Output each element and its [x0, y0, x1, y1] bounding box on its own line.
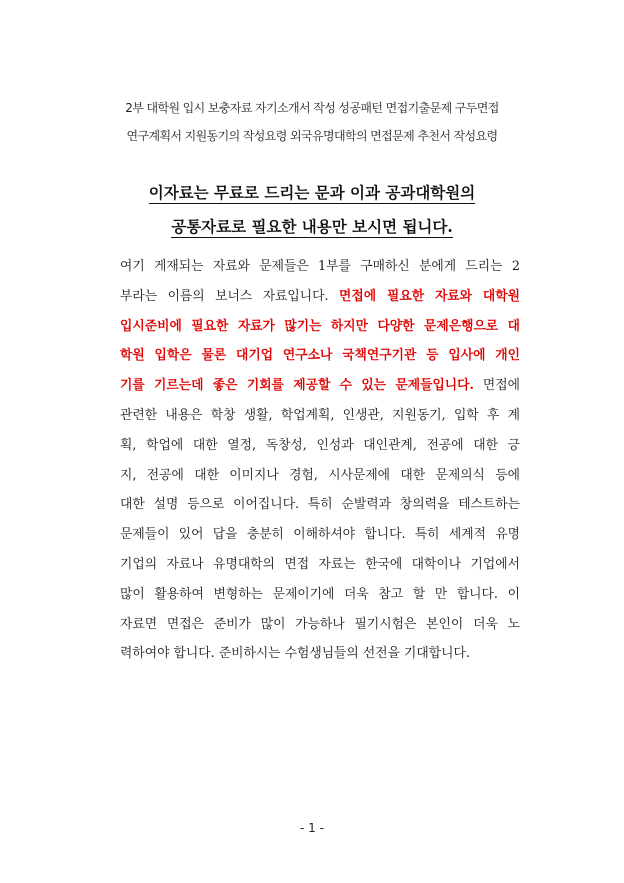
- page-header: [0, 94, 624, 150]
- body-line-2-plain: 부라는 이름의 보너스 자료입니다.: [120, 288, 340, 304]
- title-line-2: [0, 210, 624, 244]
- body-line-5: [120, 371, 520, 401]
- document-title: [0, 176, 624, 244]
- body-line-5-plain: 면접에: [473, 378, 520, 394]
- body-line-13: 자료면 면접은 준비가 많이 가능하나 필기시험은 본인이 더욱 노: [120, 616, 520, 632]
- title-line-2-text: 공통자료로 필요한 내용만 보시면 됩니다.: [171, 217, 453, 236]
- body-line-6: 관련한 내용은 학창 생활, 학업계획, 인생관, 지원동기, 입학 후 계: [120, 407, 520, 423]
- title-line-1-text: 이자료는 무료로 드리는 문과 이과 공과대학원의: [148, 183, 476, 202]
- body-line-9: 대한 설명 등으로 이어집니다. 특히 순발력과 창의력을 테스트하는: [120, 497, 520, 513]
- body-line-7: 획, 학업에 대한 열정, 독창성, 인성과 대인관계, 전공에 대한 긍: [120, 437, 520, 453]
- body-line-12: 많이 활용하여 변형하는 문제이기에 더욱 참고 할 만 합니다. 이: [120, 586, 520, 602]
- body-line-2: [120, 282, 520, 312]
- header-line-2: 연구계획서 지원동기의 작성요령 외국유명대학의 면접문제 추천서 작성요령: [126, 129, 498, 143]
- body-line-14: 력하여야 합니다. 준비하시는 수험생님들의 선전을 기대합니다.: [120, 646, 470, 662]
- title-line-1: [0, 176, 624, 210]
- body-line-2-highlight: 면접에 필요한 자료와 대학원: [339, 288, 520, 304]
- body-line-3-highlight: 입시준비에 필요한 자료가 많기는 하지만 다양한 문제은행으로 대: [120, 318, 520, 334]
- body-line-10: 문제들이 있어 답을 충분히 이해하셔야 합니다. 특히 세계적 유명: [120, 527, 520, 543]
- body-line-5-highlight: 기를 기르는데 좋은 기회를 제공할 수 있는 문제들입니다.: [120, 378, 474, 394]
- body-line-11: 기업의 자료나 유명대학의 면접 자료는 한국에 대학이나 기업에서: [120, 556, 520, 572]
- body-line-8: 지, 전공에 대한 이미지나 경험, 시사문제에 대한 문제의식 등에: [120, 467, 520, 483]
- body-line-1: 여기 게재되는 자료와 문제들은 1부를 구매하신 분에게 드리는 2: [120, 259, 520, 274]
- header-line-1: 2부 대학원 입시 보충자료 자기소개서 작성 성공패턴 면접기출문제 구두면접: [125, 101, 499, 115]
- body-line-4-highlight: 학원 입학은 물론 대기업 연구소나 국책연구기관 등 입사에 개인: [120, 348, 520, 364]
- body-paragraph: [120, 252, 520, 669]
- page-number: - 1 -: [300, 821, 324, 835]
